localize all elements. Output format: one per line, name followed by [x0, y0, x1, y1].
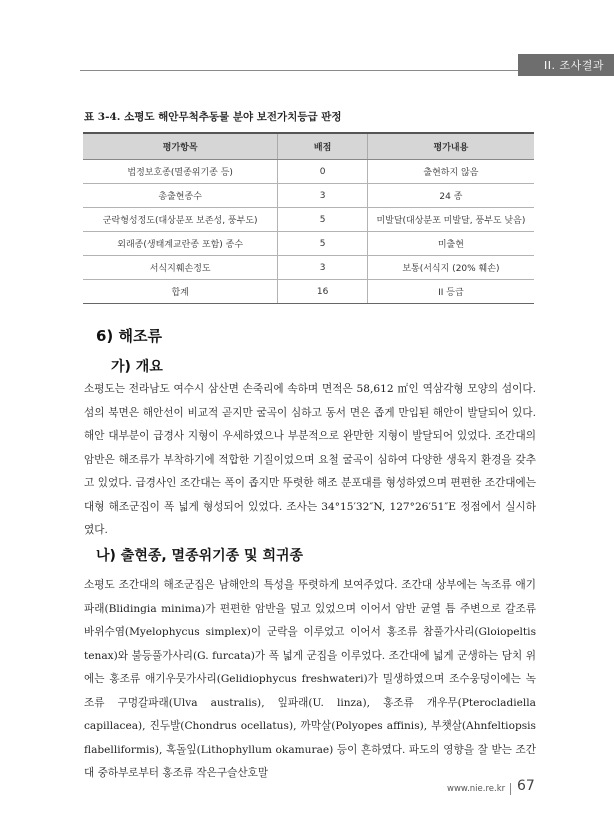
- table-cell: 3: [278, 256, 367, 280]
- species-paragraph: 소평도 조간대의 해조군집은 남해안의 특성을 뚜렷하게 보여주었다. 조간대 상부에는 녹조류 애기파래(Blidingia minima)가 편편한 암반을 덮고 있었으며 이어서 암반 균열 틈 주변으로 갈조류 바위수염(Myelophycus simplex)이 군락을 이루었고 이어서 홍조류 참풀가사리(Gloiopeltis tenax)와 불등풀가사리(G. furcata)가 폭 넓게 군집을 이루었다. 조간대에 넓게 군생하는 담치 위에는 홍조류 애기우뭇가사리(Gelidiophycus freshwateri)가 밀생하였으며 조수웅덩이에는 녹조류 구멍갈파래(Ulva australis), 잎파래(U. linza), 홍조류 개우무(Pterocladiella capillacea), 진두발(Chondrus ocellatus), 까막살(Polyopes affinis), 부챗살(Ahnfeltiopsis flabelliformis), 혹돌잎(Lithophyllum okamurae) 등이 흔하였다. 파도의 영향을 잘 받는 조간대 중하부로부터 홍조류 작은구슬산호말: [84, 579, 536, 779]
- table-cell: 16: [278, 280, 367, 304]
- table-total-row: [83, 280, 534, 304]
- table-cell: 법정보호종(멸종위기종 등): [83, 160, 278, 184]
- table-cell: 5: [278, 232, 367, 256]
- column-header: 평가항목: [83, 133, 278, 160]
- section-label: II. 조사결과: [544, 59, 604, 72]
- table-cell: 총출현종수: [83, 184, 278, 208]
- table-cell: 서식지훼손정도: [83, 256, 278, 280]
- page-number: 67: [517, 778, 535, 794]
- table-row: [83, 232, 534, 256]
- table-cell: 24 종: [367, 184, 534, 208]
- table-cell: 보통(서식지 (20% 훼손): [367, 256, 534, 280]
- subsection-heading-species: 나) 출현종, 멸종위기종 및 희귀종: [96, 548, 304, 564]
- table-cell: 군락형성정도(대상분포 보존성, 풍부도): [83, 208, 278, 232]
- table-cell: 3: [278, 184, 367, 208]
- table-cell: 외래종(생태계교란종 포함) 종수: [83, 232, 278, 256]
- table-row: [83, 256, 534, 280]
- table-cell: 합계: [83, 280, 278, 304]
- table-row: [83, 160, 534, 184]
- header-bar: [0, 0, 614, 58]
- table-row: [83, 184, 534, 208]
- table-cell: 0: [278, 160, 367, 184]
- footer-url: www.nie.re.kr: [447, 784, 506, 794]
- table-header-row: [83, 133, 534, 160]
- subsection-heading-overview: 가) 개요: [111, 359, 163, 375]
- footer-divider: [510, 783, 511, 795]
- section-heading: 6) 해조류: [96, 327, 162, 345]
- column-header: 배점: [278, 133, 367, 160]
- table-cell: II 등급: [367, 280, 534, 304]
- table-cell: 5: [278, 208, 367, 232]
- column-header: 평가내용: [367, 133, 534, 160]
- evaluation-table: [83, 132, 534, 304]
- table-cell: 미발달(대상분포 미발달, 풍부도 낮음): [367, 208, 534, 232]
- table-caption: 표 3-4. 소평도 해안무척추동물 분야 보전가치등급 판정: [84, 111, 342, 123]
- table-row: [83, 208, 534, 232]
- table-cell: 미출현: [367, 232, 534, 256]
- table-cell: 출현하지 않음: [367, 160, 534, 184]
- overview-paragraph: 소평도는 전라남도 여수시 삼산면 손죽리에 속하며 면적은 58,612 ㎡인 역삼각형 모양의 섬이다. 섬의 북면은 해안선이 비교적 곧지만 굴곡이 심하고 동서 면은 좁게 만입된 해안이 발달되어 있다. 해안 대부분이 급경사 지형이 우세하였으나 부분적으로 완만한 지형이 발달되어 있었다. 조간대의 암반은 해조류가 부착하기에 적합한 기질이었으며 요철 굴곡이 심하여 다양한 생육지 환경을 갖추고 있었다. 급경사인 조간대는 폭이 좁지만 뚜렷한 해조 분포대를 형성하였으며 편편한 조간대에는 대형 해조군집이 폭 넓게 형성되어 있었다. 조사는 34°15′32″N, 127°26′51″E 정점에서 실시하였다.: [84, 383, 536, 536]
